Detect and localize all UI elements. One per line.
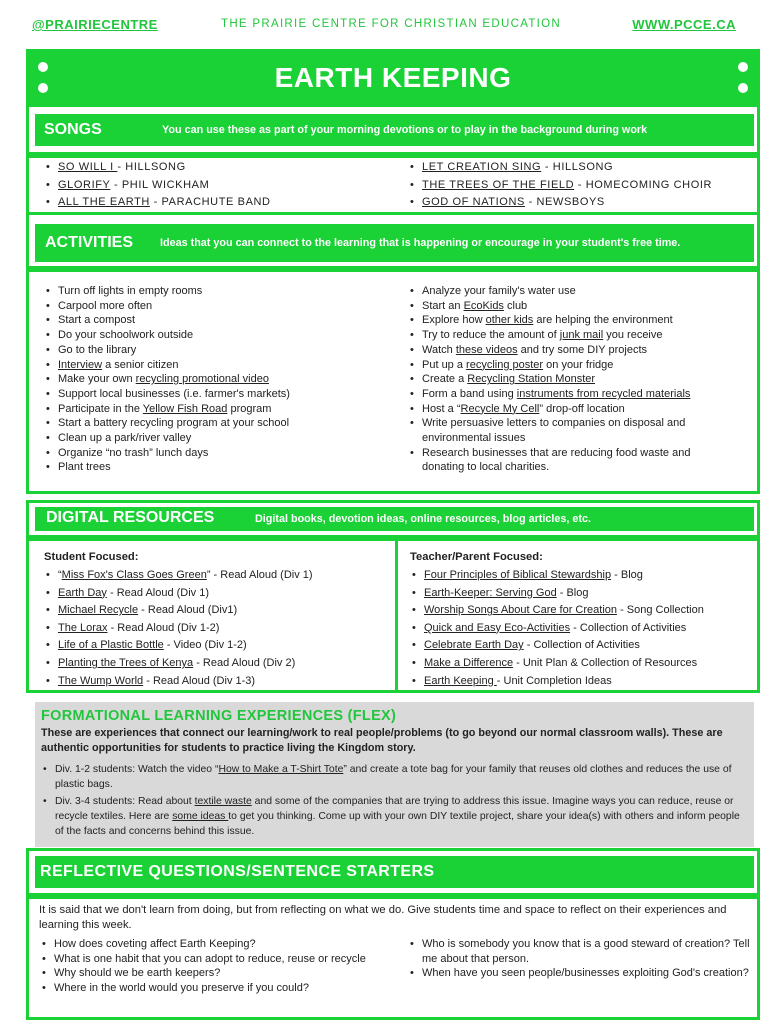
activity-text: Go to the library [58, 343, 137, 356]
activity-text: a senior citizen [102, 358, 179, 371]
resource-link[interactable]: Earth Keeping [424, 674, 497, 687]
activity-link[interactable]: junk mail [559, 329, 604, 342]
list-item [44, 446, 374, 461]
activity-text: Put up a [422, 358, 467, 371]
page-title: EARTH KEEPING [274, 62, 512, 93]
decorative-dot-icon [38, 62, 48, 72]
resource-text: - Read Aloud (Div 1-3) [143, 674, 256, 687]
activity-text: ” drop-off location [539, 402, 625, 415]
decorative-dot-icon [738, 62, 748, 72]
list-item [408, 387, 708, 402]
resource-link[interactable]: Miss Fox's Class Goes Green [61, 569, 207, 581]
list-item [410, 567, 755, 585]
list-item: • How does coveting affect Earth Keeping? [40, 937, 395, 952]
activity-link[interactable]: Interview [58, 358, 103, 371]
songs-subtitle: You can use these as part of your morning devotions or to play in the background during work [162, 124, 648, 136]
song-artist: - PARACHUTE BAND [149, 196, 271, 208]
reflective-list-right [408, 937, 753, 981]
flex-heading: FORMATIONAL LEARNING EXPERIENCES (FLEX) [41, 708, 397, 724]
decorative-dot-icon [38, 83, 48, 93]
flex-text: and some of the companies that are trying to address this issue. Imagine ways you can reduce, reuse or recycle textiles. Here are [55, 796, 734, 822]
list-item [408, 358, 708, 373]
activity-text: club [503, 299, 528, 312]
list-item: • When have you seen people/businesses exploiting God's creation? [408, 966, 753, 981]
list-item [410, 673, 755, 691]
songs-header-bar [35, 114, 754, 146]
resource-link[interactable]: Planting the Trees of Kenya [58, 656, 194, 669]
activity-text: Start a battery recycling program at your school [58, 417, 290, 430]
activity-text: Try to reduce the amount of [422, 329, 560, 342]
resource-text: - Video (Div 1-2) [163, 639, 247, 652]
list-item [408, 299, 708, 314]
social-handle-link[interactable]: @PRAIRIECENTRE [32, 17, 158, 32]
student-focused-title: Student Focused: [44, 551, 139, 563]
song-link[interactable]: SO WILL I [58, 161, 118, 173]
song-link[interactable]: GOD OF NATIONS [422, 196, 525, 208]
activity-link[interactable]: recycling promotional video [135, 373, 269, 386]
activity-link[interactable]: instruments from recycled materials [516, 387, 691, 400]
list-item [44, 416, 374, 431]
decorative-dot-icon [738, 83, 748, 93]
activity-text: Write persuasive letters to companies on disposal and environmental issues [422, 417, 686, 445]
resource-text: - Blog [556, 586, 589, 599]
resource-link[interactable]: Worship Songs About Care for Creation [424, 604, 618, 617]
activity-link[interactable]: Recycling Station Monster [467, 373, 596, 386]
activity-text: Make your own [58, 373, 136, 386]
list-item [410, 620, 755, 638]
resource-text: - Collection of Activities [523, 639, 640, 652]
list-item [41, 762, 747, 792]
list-item [44, 343, 374, 358]
top-bar [0, 0, 782, 40]
activity-text: are helping the environment [533, 314, 673, 327]
list-item [408, 372, 708, 387]
resource-text: - Read Aloud (Div1) [138, 604, 238, 617]
list-item [410, 585, 755, 603]
activity-text: Analyze your family's water use [422, 285, 576, 297]
activities-header-bar [35, 224, 754, 262]
flex-text: to get you thinking. Come up with your own DIY textile project, share your idea(s) with others and inform people of the facts and concerns behind this issue. [55, 811, 740, 837]
list-item [408, 313, 708, 328]
activity-link[interactable]: Yellow Fish Road [142, 402, 228, 415]
resource-link[interactable]: Make a Difference [424, 656, 514, 669]
list-item [408, 328, 708, 343]
list-item [408, 284, 708, 299]
flex-section [35, 702, 754, 847]
list-item [44, 194, 374, 212]
student-resources-list [44, 567, 384, 690]
activity-link[interactable]: other kids [485, 314, 534, 327]
list-item [408, 416, 708, 445]
list-item [41, 794, 747, 839]
list-item [44, 620, 384, 638]
songs-list-right [408, 159, 753, 212]
activity-text: you receive [603, 329, 663, 342]
list-item [44, 460, 374, 475]
list-item [44, 159, 374, 177]
list-item [408, 343, 708, 358]
flex-link[interactable]: How to Make a T-Shirt Tote [218, 764, 344, 775]
activity-text: Watch [422, 343, 456, 356]
song-link[interactable]: ALL THE EARTH [58, 196, 150, 208]
activity-text: on your fridge [543, 358, 614, 371]
songs-heading: SONGS [44, 121, 102, 138]
song-link[interactable]: THE TREES OF THE FIELD [422, 178, 575, 191]
activity-text: Create a [422, 373, 468, 386]
resource-link[interactable]: Michael Recycle [58, 604, 139, 617]
reflective-intro: It is said that we don't learn from doing, but from reflecting on what we do. Give students time and space to reflect on their experiences and learning this week. [39, 904, 727, 931]
list-item [44, 387, 374, 402]
title-banner [26, 49, 760, 107]
list-item [44, 602, 384, 620]
list-item [44, 567, 384, 585]
list-item [44, 431, 374, 446]
digital-subtitle: Digital books, devotion ideas, online resources, blog articles, etc. [255, 513, 591, 525]
activity-text: and try some DIY projects [517, 343, 647, 356]
activity-text: Organize “no trash” lunch days [58, 446, 209, 459]
resource-text: - Read Aloud (Div 2) [193, 656, 296, 669]
activity-text: Host a “ [422, 402, 461, 415]
organization-name: THE PRAIRIE CENTRE FOR CHRISTIAN EDUCATION [221, 18, 561, 30]
reflective-header-bar [35, 856, 754, 888]
website-link[interactable]: WWW.PCCE.CA [632, 17, 736, 32]
activity-text: Form a band using [422, 387, 517, 400]
resource-text: - Collection of Activities [570, 621, 687, 634]
flex-link[interactable]: textile waste [194, 796, 252, 807]
activities-heading: ACTIVITIES [45, 234, 134, 251]
activity-link[interactable]: Recycle My Cell [460, 402, 540, 415]
activity-text: Clean up a park/river valley [58, 432, 192, 445]
activity-text: Support local businesses (i.e. farmer's markets) [58, 387, 290, 400]
song-artist: - HILLSONG [541, 161, 614, 173]
list-item [44, 177, 374, 195]
list-item [44, 358, 374, 373]
activity-text: Research businesses that are reducing food waste and donating to local charities. [422, 446, 691, 474]
flex-text: Div. 3-4 students: Read about [55, 796, 195, 807]
list-item [408, 159, 753, 177]
activities-list-left [44, 284, 374, 475]
list-item [408, 177, 753, 195]
song-link[interactable]: LET CREATION SING [422, 161, 542, 173]
resource-text: - Read Aloud (Div 1) [106, 586, 210, 599]
reflective-list-left [40, 937, 395, 995]
flex-text: ” and create a tote bag for your family that reuses old clothes and reduces the use of plastic bags. [55, 764, 732, 790]
list-item [44, 284, 374, 299]
activity-text: Turn off lights in empty rooms [58, 285, 203, 297]
activity-text: Start an [422, 299, 464, 312]
resource-link[interactable]: Four Principles of Biblical Stewardship [424, 569, 612, 581]
song-artist: - NEWSBOYS [524, 196, 605, 208]
list-item [44, 585, 384, 603]
list-item [44, 313, 374, 328]
list-item [410, 637, 755, 655]
list-item: • What is one habit that you can adopt to reduce, reuse or recycle [40, 952, 395, 967]
list-item: • Who is somebody you know that is a good steward of creation? Tell me about that person. [408, 937, 753, 966]
reflective-heading: REFLECTIVE QUESTIONS/SENTENCE STARTERS [40, 863, 435, 880]
flex-list [41, 762, 747, 841]
list-item [44, 673, 384, 691]
song-artist: - PHIL WICKHAM [110, 178, 210, 191]
list-item [44, 655, 384, 673]
flex-intro: These are experiences that connect our learning/work to real people/problems (to go beyond our normal classroom walls). These are authentic opportunities for students to practice living the Kingdom story. [41, 727, 723, 754]
resource-text: ” - Read Aloud (Div 1) [206, 569, 313, 581]
activity-text: Participate in the [58, 402, 143, 415]
list-item [44, 372, 374, 387]
activity-link[interactable]: these videos [455, 343, 518, 356]
activity-text: Plant trees [58, 461, 111, 474]
activity-text: Start a compost [58, 314, 136, 327]
resource-text: - Unit Plan & Collection of Resources [513, 656, 698, 669]
resource-link[interactable]: The Wump World [58, 674, 144, 687]
resource-text: - Song Collection [617, 604, 704, 617]
activity-link[interactable]: recycling poster [466, 358, 544, 371]
song-artist: - HILLSONG [117, 161, 186, 173]
digital-heading: DIGITAL RESOURCES [46, 509, 215, 526]
resource-link[interactable]: Life of a Plastic Bottle [58, 639, 164, 652]
resource-link[interactable]: Quick and Easy Eco-Activities [424, 621, 571, 634]
resource-link[interactable]: The Lorax [58, 621, 108, 634]
list-item: • Why should we be earth keepers? [40, 966, 395, 981]
resource-link[interactable]: Earth-Keeper: Serving God [424, 586, 557, 599]
list-item [408, 446, 708, 475]
songs-list-left [44, 159, 374, 212]
resource-text: “ [58, 569, 62, 581]
activity-link[interactable]: EcoKids [463, 299, 504, 312]
activities-subtitle: Ideas that you can connect to the learning that is happening or encourage in your student's free time. [160, 237, 681, 249]
resource-text: - Read Aloud (Div 1-2) [107, 621, 220, 634]
list-item [408, 402, 708, 417]
teacher-resources-list [410, 567, 755, 690]
digital-header-bar [35, 507, 754, 531]
list-item [44, 637, 384, 655]
list-item: • Where in the world would you preserve if you could? [40, 981, 395, 996]
activity-text: program [227, 402, 272, 415]
flex-text: Div. 1-2 students: Watch the video “ [55, 764, 219, 775]
list-item [410, 602, 755, 620]
activity-text: Explore how [422, 314, 486, 327]
list-item [44, 328, 374, 343]
resource-text: - Blog [611, 569, 643, 581]
flex-link[interactable]: some ideas [172, 811, 229, 822]
list-item [44, 299, 374, 314]
resource-text: - Unit Completion Ideas [496, 674, 612, 687]
resource-link[interactable]: Earth Day [58, 586, 107, 599]
activity-text: Do your schoolwork outside [58, 329, 194, 342]
list-item [408, 194, 753, 212]
list-item [44, 402, 374, 417]
song-artist: - HOMECOMING CHOIR [574, 178, 713, 191]
resource-link[interactable]: Celebrate Earth Day [424, 639, 524, 652]
activity-text: Carpool more often [58, 299, 153, 312]
list-item [410, 655, 755, 673]
activities-list-right [408, 284, 708, 475]
teacher-focused-title: Teacher/Parent Focused: [410, 551, 543, 563]
song-link[interactable]: GLORIFY [58, 178, 111, 191]
